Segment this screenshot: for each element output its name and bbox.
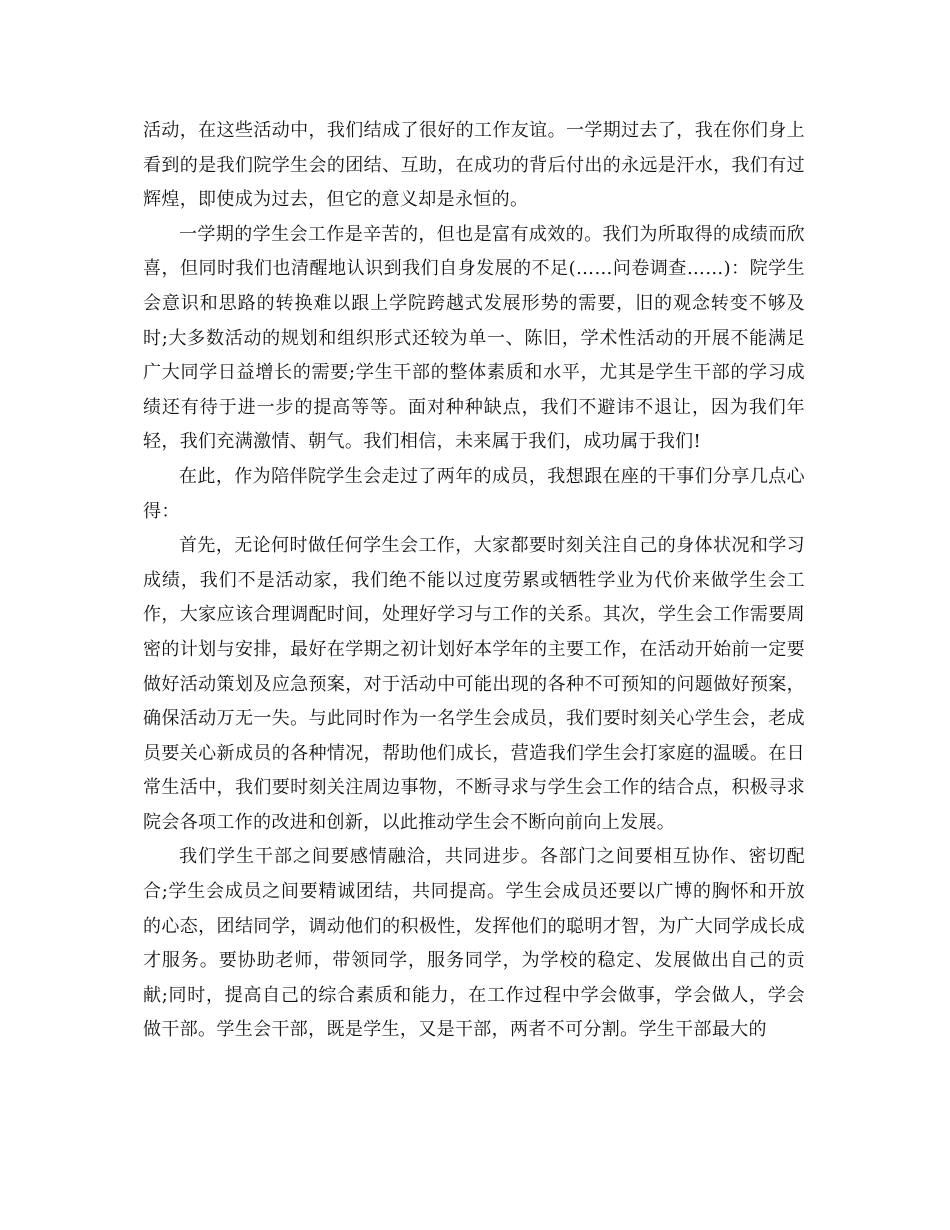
paragraph-1: 活动，在这些活动中，我们结成了很好的工作友谊。一学期过去了，我在你们身上看到的是我们院学生会的团结、互助，在成功的背后付出的永远是汗水，我们有过辉煌，即使成为过去，但它的意义却是永恒的。 bbox=[143, 120, 805, 211]
paragraph-5: 我们学生干部之间要感情融洽，共同进步。各部门之间要相互协作、密切配合;学生会成员之间要精诚团结，共同提高。学生会成员还要以广博的胸怀和开放的心态，团结同学，调动他们的积极性，发挥他们的聪明才智，为广大同学成长成才服务。要协助老师，带领同学，服务同学，为学校的稳定、发展做出自己的贡献;同时，提高自己的综合素质和能力，在工作过程中学会做事，学会做人，学会做干部。学生会干部，既是学生，又是干部，两者不可分割。学生干部最大的 bbox=[143, 846, 805, 1041]
document-body bbox=[143, 114, 805, 1048]
paragraph-4: 首先，无论何时做任何学生会工作，大家都要时刻关注自己的身体状况和学习成绩，我们不是活动家，我们绝不能以过度劳累或牺牲学业为代价来做学生会工作，大家应该合理调配时间，处理好学习与工作的关系。其次，学生会工作需要周密的计划与安排，最好在学期之初计划好本学年的主要工作，在活动开始前一定要做好活动策划及应急预案，对于活动中可能出现的各种不可预知的问题做好预案，确保活动万无一失。与此同时作为一名学生会成员，我们要时刻关心学生会，老成员要关心新成员的各种情况，帮助他们成长，营造我们学生会打家庭的温暖。在日常生活中，我们要时刻关注周边事物，不断寻求与学生会工作的结合点，积极寻求院会各项工作的改进和创新，以此推动学生会不断向前向上发展。 bbox=[143, 535, 805, 833]
paragraph-3: 在此，作为陪伴院学生会走过了两年的成员，我想跟在座的干事们分享几点心得： bbox=[143, 465, 805, 522]
paragraph-2: 一学期的学生会工作是辛苦的，但也是富有成效的。我们为所取得的成绩而欣喜，但同时我们也清醒地认识到我们自身发展的不足(……问卷调查……)：院学生会意识和思路的转换难以跟上学院跨越式发展形势的需要，旧的观念转变不够及时;大多数活动的规划和组织形式还较为单一、陈旧，学术性活动的开展不能满足广大同学日益增长的需要;学生干部的整体素质和水平，尤其是学生干部的学习成绩还有待于进一步的提高等等。面对种种缺点，我们不避讳不退让，因为我们年轻，我们充满激情、朝气。我们相信，未来属于我们，成功属于我们! bbox=[143, 223, 805, 453]
